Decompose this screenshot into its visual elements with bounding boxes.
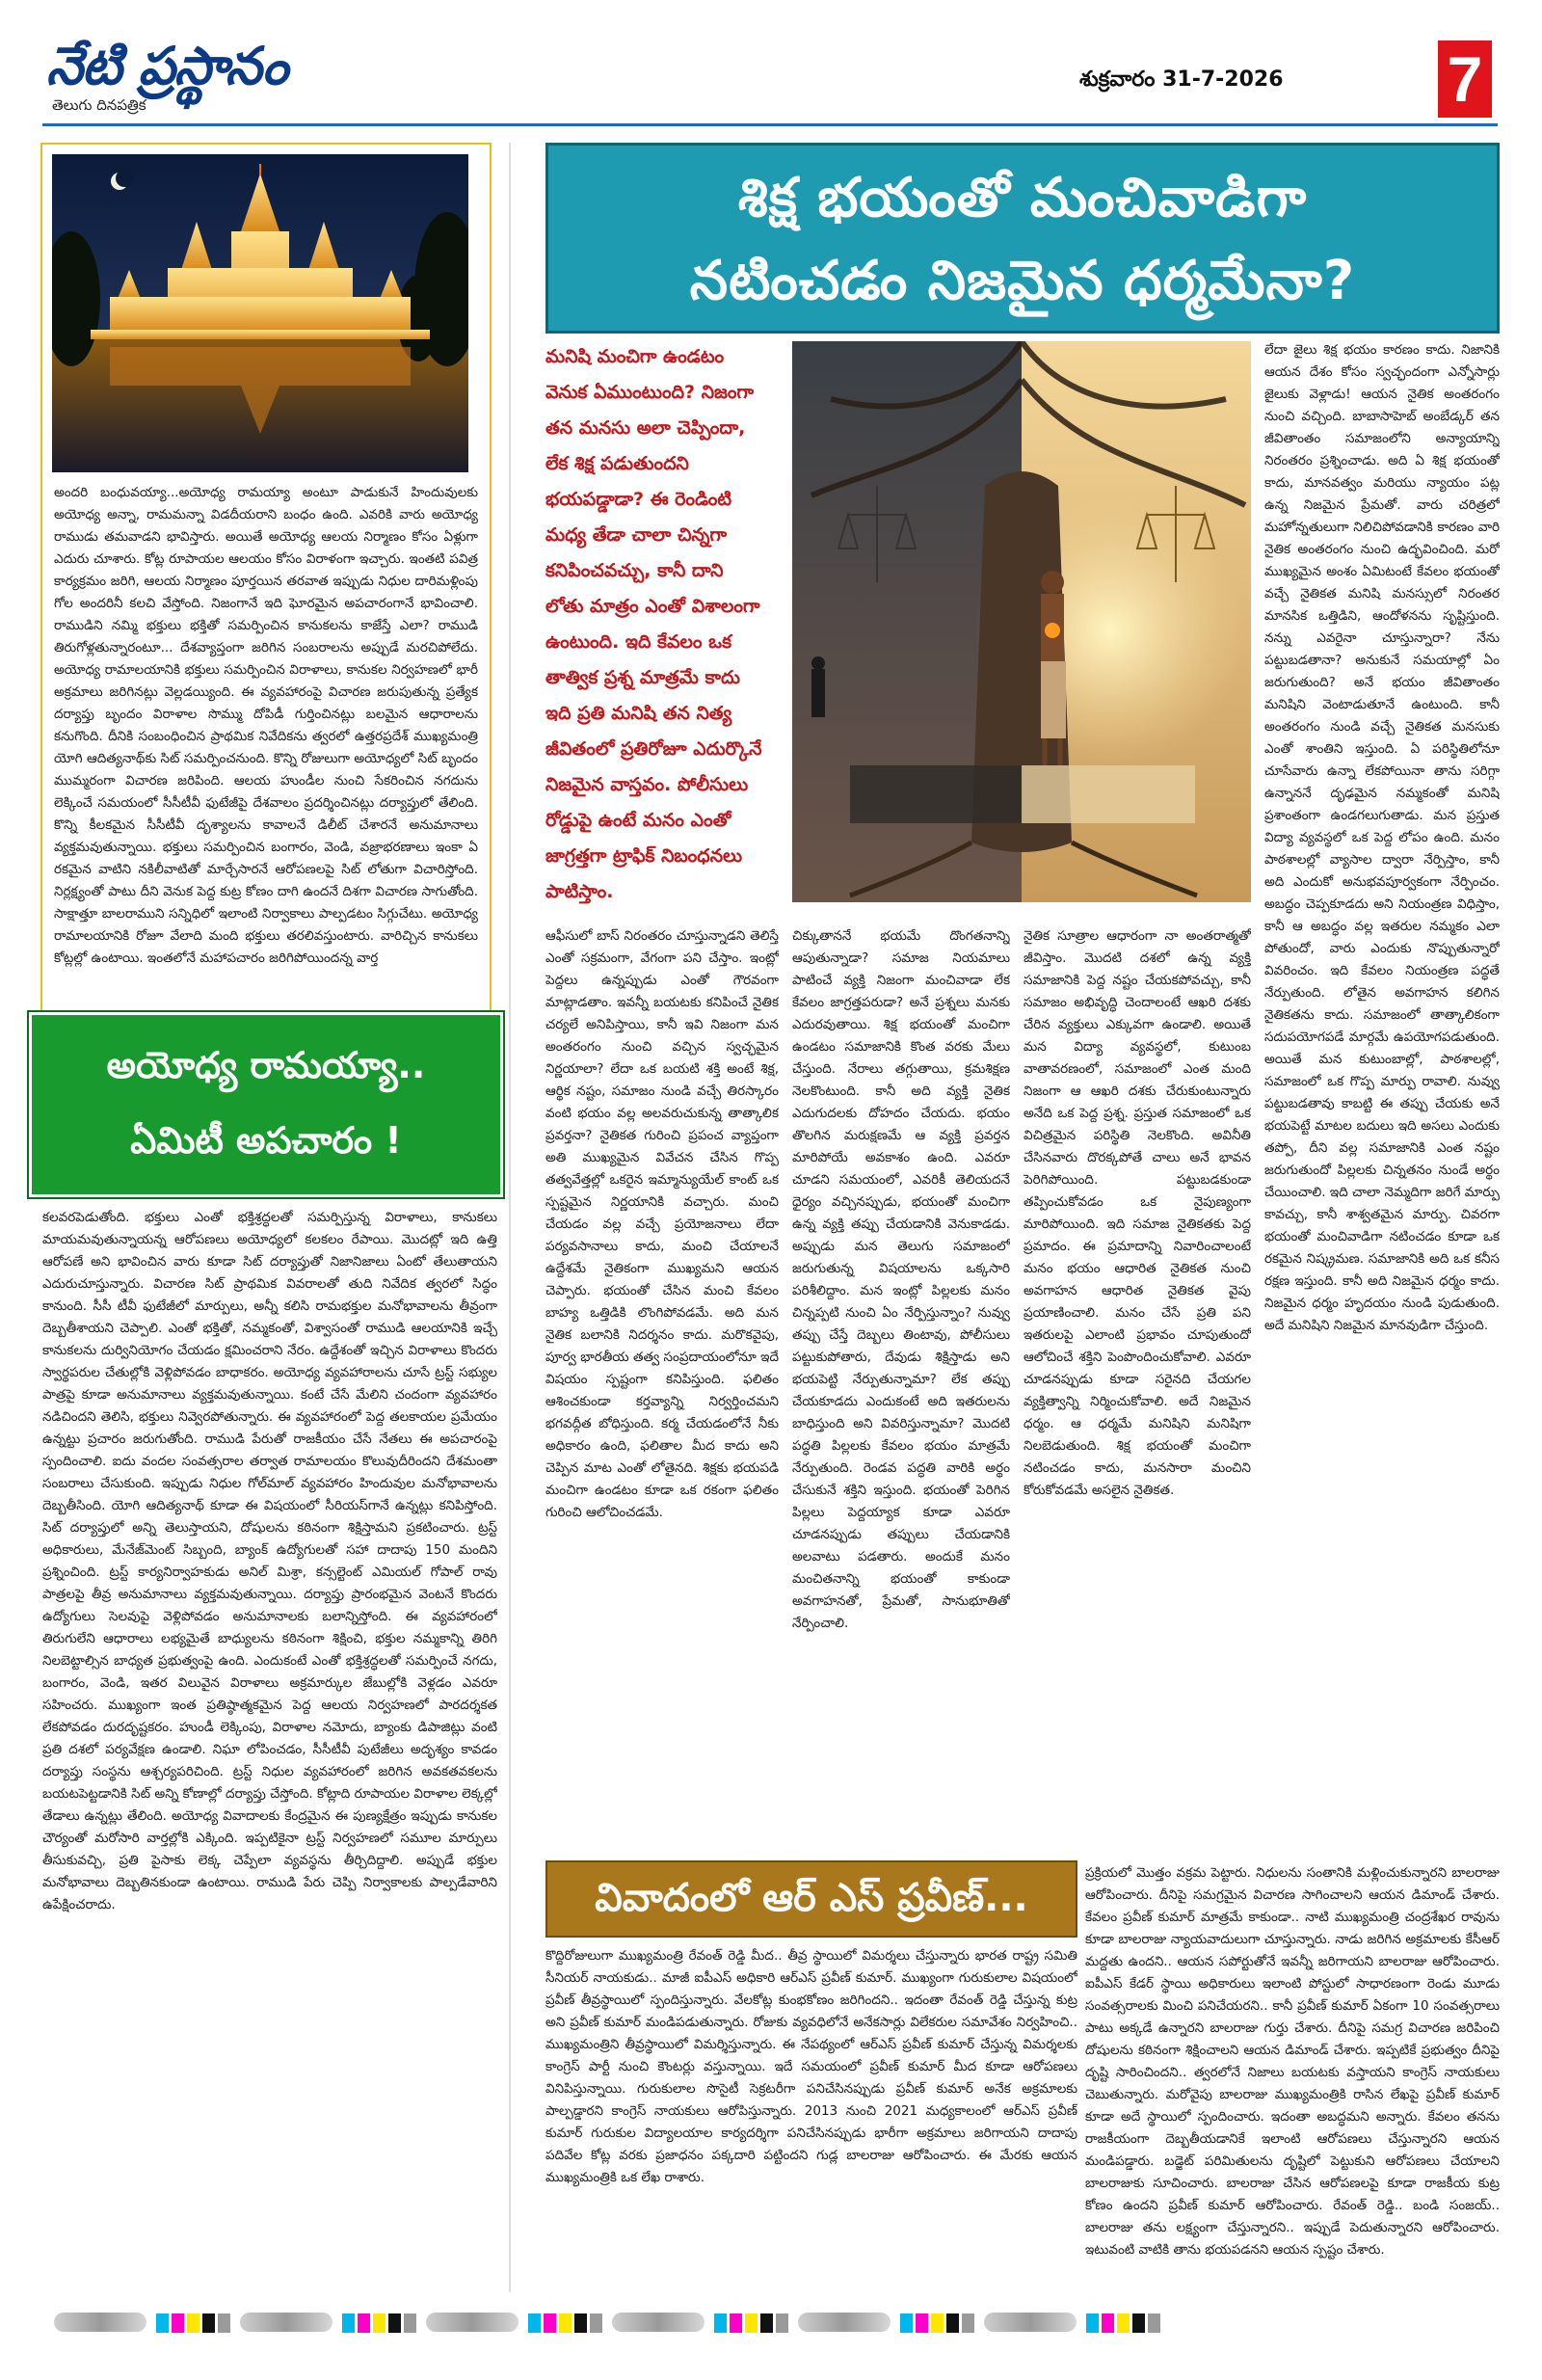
color-bar-swatch (202, 2313, 215, 2333)
color-bar-swatch-group (900, 2313, 974, 2334)
color-bar-swatch (931, 2313, 944, 2333)
main-story-column-3: నైతిక సూత్రాల ఆధారంగా నా అంతరాత్మతో జీవిస్తాం. మొదటి దశలో ఉన్న వ్యక్తి సమాజానికి పెద్ద నష్టం చేయకపోవచ్చు, కానీ సమాజం అభివృద్ధి చెందాలంటే ఆఖరి దశకు చేరిన వ్యక్తులు ఎక్కువగా ఉండాలి. అయితే మన విద్యా వ్యవస్థలో, కుటుంబ వాతావరణంలో, సమాజంలో ఎంత మంది నిజంగా ఆ ఆఖరి దశకు చేరుకుంటున్నారు అనేది ఒక పెద్ద ప్రశ్న. ప్రస్తుత సమాజంలో ఒక విచిత్రమైన పరిస్థితి నెలకొంది. అవినీతి చేసినవారు దొరక్కపోతే చాలు అనే భావన పెరిగిపోయింది. పట్టుబడకుండా తప్పించుకోవడం ఒక నైపుణ్యంగా మారిపోయింది. ఇది సమాజ నైతికతకు పెద్ద ప్రమాదం. ఈ ప్రమాదాన్ని నివారించాలంటే మనం భయం ఆధారిత నైతికత నుంచి అవగాహన ఆధారిత నైతికత వైపు ప్రయాణించాలి. మనం చేసే ప్రతి పని ఇతరులపై ఎలాంటి ప్రభావం చూపుతుందో ఆలోచించే శక్తిని పెంపొందించుకోవాలి. ఎవరూ చూడనప్పుడు కూడా సరైనది చేయగల వ్యక్తిత్వాన్ని నిర్మించుకోవాలి. అదే నిజమైన ధర్మం. ఆ ధర్మమే మనిషిని మనిషిగా నిలబెడుతుంది. శిక్ష భయంతో మంచిగా నటించడం కాదు, మనసారా మంచిని కోరుకోవడమే అసలైన నైతికత. (1024, 928, 1251, 1498)
ayodhya-headline-line-1: అయోధ్య రామయ్యా.. (106, 1044, 426, 1086)
color-bar-swatch-group (156, 2313, 230, 2334)
color-bar-gradient (612, 2313, 705, 2332)
color-bar-swatch-group (528, 2313, 602, 2334)
printer-color-bar (54, 2313, 1500, 2334)
color-bar-swatch (1102, 2313, 1114, 2333)
color-bar-swatch (358, 2313, 370, 2333)
color-bar-swatch (373, 2313, 386, 2333)
color-bar-swatch (544, 2313, 556, 2333)
color-bar-swatch (574, 2313, 587, 2333)
column-divider (509, 143, 511, 2292)
color-bar-gradient (798, 2313, 891, 2332)
color-bar-swatch-group (714, 2313, 788, 2334)
main-story-column-1: ఆఫీసులో బాస్ నిరంతరం చూస్తున్నాడని తెలిస్తే ఎంతో సక్రమంగా, వేగంగా పని చేస్తాం. ఇంట్లో పెద్దలు ఉన్నప్పుడు ఎంతో గౌరవంగా మాట్లాడతాం. ఇవన్నీ బయటకు కనిపించే నైతిక చర్యలే అనిపిస్తాయి, కానీ ఇవి నిజంగా మన అంతరంగం నుంచి వచ్చిన స్వచ్ఛమైన నిర్ణయాలా? లేదా ఒక బయటి శక్తి అంటే శిక్ష, ఆర్థిక నష్టం, సమాజం నుండి వచ్చే తిరస్కారం వంటి భయం వల్ల అలవరుచుకున్న తాత్కాలిక ప్రవర్తనా? నైతికత గురించి ప్రపంచ వ్యాప్తంగా అతి ముఖ్యమైన వివేచన చేసిన గొప్ప తత్వవేత్తల్లో ఒకరైన ఇమ్మాన్యుయేల్ కాంట్ ఒక స్పష్టమైన నిర్ణయానికి వచ్చారు. మంచి చేయడం వల్ల వచ్చే ప్రయోజనాలు లేదా పర్యవసానాలు కాదు, మంచి చేయాలనే ఉద్దేశమే నైతికంగా ముఖ్యమని ఆయన చెప్పారు. భయంతో చేసిన మంచి కేవలం బాహ్య ఒత్తిడికి లొంగిపోవడమే. అది మన నైతిక బలానికి నిదర్శనం కాదు. మరొకవైపు, పూర్వ భారతీయ తత్వ సంప్రదాయంలోనూ ఇదే విషయం స్పష్టంగా కనిపిస్తుంది. ఫలితం ఆశించకుండా కర్తవ్యాన్ని నిర్వర్తించమని భగవద్గీత బోధిస్తుంది. కర్మ చేయడంలోనే నీకు అధికారం ఉంది, ఫలితాల మీద కాదు అని చెప్పిన మాట ఎంతో లోతైనది. శిక్షకు భయపడి మంచిగా ఉండటం కూడా ఒక రకంగా ఫలితం గురించి ఆలోచించడమే. (545, 928, 779, 1520)
color-bar-swatch (156, 2313, 169, 2333)
color-bar-swatch (916, 2313, 928, 2333)
color-bar-swatch (404, 2313, 416, 2333)
color-bar-gradient (240, 2313, 332, 2332)
color-bar-swatch (745, 2313, 758, 2333)
color-bar-swatch (1117, 2313, 1130, 2333)
color-bar-swatch (218, 2313, 230, 2333)
main-headline-line-2: నటించడం నిజమైన ధర్మమేనా? (689, 250, 1356, 312)
main-headline-banner (545, 143, 1500, 334)
color-bar-swatch (946, 2313, 959, 2333)
main-headline-line-1: శిక్ష భయంతో మంచివాడిగా (737, 167, 1308, 229)
newspaper-subtitle: తెలుగు దినపత్రిక (52, 96, 146, 114)
praveen-story-column-1: కొద్దిరోజులుగా ముఖ్యమంత్రి రేవంత్ రెడ్డి మీద.. తీవ్ర స్థాయిలో విమర్శలు చేస్తున్నారు భారత రాష్ట్ర సమితి సీనియర్ నాయకుడు.. మాజీ ఐపీఎస్ అధికారి ఆర్ఎస్ ప్రవీణ్ కుమార్. ముఖ్యంగా గురుకులాల విషయంలో ప్రవీణ్ తీవ్రస్థాయిలో స్పందిస్తున్నారు. వేలకోట్ల కుంభకోణం జరిగిందని.. ఇదంతా రేవంత్ రెడ్డి చేస్తున్న కుట్ర అని ప్రవీణ్ కుమార్ మండిపడుతున్నారు. రోజుకు వ్యవధిలోనే అనేకసార్లు విలేకరుల సమావేశం నిర్వహించి.. ముఖ్యమంత్రిని తీవ్రస్థాయిలో విమర్శిస్తున్నారు. ఈ నేపథ్యంలో ఆర్ఎస్ ప్రవీణ్ కుమార్ చేస్తున్న విమర్శలకు కాంగ్రెస్ పార్టీ నుంచి కౌంటర్లు వస్తున్నాయి. ఇదే సమయంలో ప్రవీణ్ కుమార్ మీద కూడా ఆరోపణలు వినిపిస్తున్నాయి. గురుకులాల సొసైటీ సెక్రటరీగా పనిచేసినప్పుడు ప్రవీణ్ కుమార్ అనేక అక్రమాలకు పాల్పడ్డారని కాంగ్రెస్ నాయకులు ఆరోపిస్తున్నారు. 2013 నుంచి 2021 మధ్యకాలంలో ఆర్ఎస్ ప్రవీణ్ కుమార్ గురుకుల విద్యాలయాల కార్యదర్శిగా పనిచేసినప్పుడు భారీగా అక్రమాలు జరిగాయని దాదాపు పదివేల కోట్ల వరకు ప్రజాధనం పక్కదారి పట్టిందని గుడ్ల బాలరాజు ఆరోపించారు. ఈ మేరకు ఆయన ముఖ్యమంత్రికి ఒక లేఖ రాశారు. (545, 1948, 1077, 2185)
left-story-text-1: అందరి బంధువయ్యా...అయోధ్య రామయ్యా అంటూ పాడుకునే హిందువులకు అయోధ్య అన్నా, రామమన్నా విడదీయరాని బంధం ఉంది. ఎవరికి వారు అయోధ్య రాముడు తమవాడని భావిస్తారు. అయితే అయోధ్య ఆలయ నిర్మాణం కోసం ఏళ్లుగా ఎదురు చూశారు. కోట్ల రూపాయల ఆలయం కోసం విరాళంగా ఇచ్చారు. ఇంతటి పవిత్ర కార్యక్రమం జరిగి, ఆలయ నిర్మాణం పూర్తయిన తరవాత ఇప్పుడు నిధుల దారిమళ్లింపు గోల అందరినీ కలచి వేస్తోంది. నిజంగానే ఇది ఘోరమైన అపచారంగానే భావించాలి. రాముడిని నమ్మి భక్తులు భక్తితో సమర్పించిన కానుకలను కాజేస్తే ఎలా? రాముడి తిరుగోళ్లతున్నారంటూ... దేశవ్యాప్తంగా జరిగిన సంబరాలను అప్పుడే మరచిపోలేదు. అయోధ్య రామాలయానికి భక్తులు సమర్పించిన విరాళాలు, కానుకల నిర్వహణలో భారీ అక్రమాలు జరిగినట్లు వెల్లడయ్యింది. ఈ వ్యవహారంపై విచారణ జరుపుతున్న ప్రత్యేక దర్యాప్తు బృందం విరాళాల సొమ్ము దోపిడీ గుర్తించినట్లు బలమైన ఆధారాలను కనుగొంది. దీనికి సంబంధించిన ప్రాథమిక నివేదికను త్వరలో ఉత్తరప్రదేశ్ ముఖ్యమంత్రి యోగి ఆదిత్యనాథ్‌కు సిట్ సమర్పించనుంది. కొన్ని రోజులుగా అయోధ్యలో సిట్ బృందం ముమ్మరంగా విచారణ జరిపింది. ఆలయ హుండీల నుంచి సేకరించిన నగదును లెక్కించే సమయంలో సీసీటీవీ ఫుటేజీపై దేశవాలం ప్రదర్శించినట్లు దర్యాప్తులో తేలింది. కొన్ని కీలకమైన సీసీటీవీ దృశ్యాలను కావాలనే డిలీట్ చేశారనే అనుమానాలు వ్యక్తమవుతున్నాయి. భక్తులు సమర్పించిన బంగారం, వెండి, వజ్రాభరణాలు ఇంకా ఏ రకమైన వాటిని నకిలీవాటితో మార్చేసారనే ఆరోపణలపై సిట్ లోతుగా విచారిస్తోంది. నిర్లక్ష్యంతో పాటు దీని వెనుక పెద్ద కుట్ర కోణం దాగి ఉందనే దిశగా విచారణ సాగుతోంది. సాక్షాత్తూ బాలరాముని సన్నిధిలో ఇలాంటి నిర్వాకాలు పాల్పడటం సిగ్గుచేటు. అయోధ్య రామాలయానికి రోజూ వేలాది మంది భక్తులు తరలివస్తుంటారు. వారిచ్చిన కానుకలు కోట్లల్లో ఉంటాయి. ఇంతలోనే మహాపచారం జరిగిపోయిందన్న వార్త (54, 485, 478, 966)
color-bar-swatch (1148, 2313, 1160, 2333)
color-bar-swatch (172, 2313, 184, 2333)
header-rule (42, 123, 1498, 126)
color-bar-swatch (1132, 2313, 1145, 2333)
color-bar-swatch (760, 2313, 773, 2333)
color-bar-swatch (559, 2313, 572, 2333)
color-bar-swatch (590, 2313, 602, 2333)
color-bar-gradient (426, 2313, 518, 2332)
color-bar-swatch (1086, 2313, 1099, 2333)
color-bar-swatch (730, 2313, 742, 2333)
color-bar-swatch (714, 2313, 727, 2333)
pull-quote: మనిషి మంచిగా ఉండటం వెనుక ఏముంటుంది? నిజంగా తన మనసు అలా చెప్పిందా, లేక శిక్ష పడుతుందని భయపడ్డాడా? ఈ రెండింటి మధ్య తేడా చాలా చిన్నగా కనిపించవచ్చు, కానీ దాని లోతు మాత్రం ఎంతో విశాలంగా ఉంటుంది. ఇది కేవలం ఒక తాత్విక ప్రశ్న మాత్రమే కాదు ఇది ప్రతి మనిషి తన నిత్య జీవితంలో ప్రతిరోజూ ఎదుర్కొనే నిజమైన వాస్తవం. పోలీసులు రోడ్డుపై ఉంటే మనం ఎంతో జాగ్రత్తగా ట్రాఫిక్ నిబంధనలు పాటిస్తాం. (545, 346, 762, 902)
praveen-headline-banner (545, 1860, 1077, 1938)
color-bar-swatch (962, 2313, 974, 2333)
color-bar-swatch-group (1086, 2313, 1160, 2334)
praveen-story-column-2: ప్రక్రియలో మొత్తం వక్రమ పెట్టారు. నిధులను సంతానికి మళ్లించుకున్నారని బాలరాజు ఆరోపించారు. దీనిపై సమగ్రమైన విచారణ సాగించాలని ఆయన డిమాండ్ చేశారు. కేవలం ప్రవీణ్ కుమార్ మాత్రమే కాకుండా.. నాటి ముఖ్యమంత్రి చంద్రశేఖర రావును కూడా బాలరాజు న్యాయవాదులుగా చూస్తున్నారు. నాడు జరిగిన అక్రమాలకు కేసీఆర్ మద్దతు ఉందని.. ఆయన సపోర్టుతోనే ఇవన్నీ జరిగాయని బాలరాజు ఆరోపించారు. ఐపీఎస్ కేడర్ స్థాయి అధికారులు ఇలాంటి పోస్టులో సాధారణంగా రెండు మూడు సంవత్సరాలకు మించి పనిచేయరని.. కానీ ప్రవీణ్ కుమార్ ఏకంగా 10 సంవత్సరాలు పాటు అక్కడే ఉన్నారని బాలరాజు గుర్తు చేశారు. దీనిపై సమగ్ర విచారణ జరిపించి దోషులను కఠినంగా శిక్షించాలని ఆయన డిమాండ్ చేశారు. ఇప్పటికే ప్రభుత్వం దీనిపై దృష్టి సారించిందని.. త్వరలోనే నిజాలు బయటకు వస్తాయని కాంగ్రెస్ నాయకులు చెబుతున్నారు. మరోవైపు బాలరాజు ముఖ్యమంత్రికి రాసిన లేఖపై ప్రవీణ్ కుమార్ కూడా అదే స్థాయిలో స్పందించారు. ఇదంతా అబద్ధమని అన్నారు. కేవలం తనను రాజకీయంగా దెబ్బతీయడానికే ఇలాంటి ఆరోపణలు చేస్తున్నారని ఆయన మండిపడ్డారు. బడ్జెట్ పరిమితులను దృష్టిలో పెట్టుకుని ఆరోపణలు చేయాలని బాలరాజుకు సూచించారు. బాలరాజు చేసిన ఆరోపణలపై కూడా రాజకీయ కుట్ర కోణం ఉందని ప్రవీణ్ కుమార్ ఆరోపించారు. రేవంత్ రెడ్డి.. బండి సంజయ్‌.. బాలరాజు తను లక్ష్యంగా చేస్తున్నారని.. ఇప్పుడే పెదుతున్నారని ఆరోపించారు. ఇటువంటి వాటికి తాను భయపడనని ఆయన స్పష్టం చేశారు. (1085, 1865, 1500, 2258)
color-bar-gradient (54, 2313, 146, 2332)
color-bar-swatch (776, 2313, 788, 2333)
color-bar-swatch (900, 2313, 913, 2333)
color-bar-swatch (342, 2313, 355, 2333)
ayodhya-headline-banner (29, 1012, 503, 1197)
crossroads-illustration (792, 341, 1251, 902)
left-story-text-2: కలవరపెడుతోంది. భక్తులు ఎంతో భక్తిశ్రద్ధలతో సమర్పిస్తున్న విరాళాలు, కానుకలు మాయమవుతున్నాయన్న ఆరోపణలు అయోధ్యలో కలకలం రేపాయి. మొదట్లో ఇది ఉత్తి ఆరోపణే అని భావించిన వారు కూడా సిట్ దర్యాప్తుతో నిజానిజాలు ఏంటో తేలుతాయని ఎదురుచూస్తున్నారు. విచారణ సిట్ ప్రాథమిక వివరాలతో తుది నివేదిక త్వరలో సిద్ధం కానుంది. సీసీ టీవీ ఫుటేజీలో మార్పులు, అన్నీ కలిసి రామభక్తుల మనోభావాలను తీవ్రంగా దెబ్బతీశాయని చెప్పాలి. ఎంతో భక్తితో, నమ్మకంతో, విశ్వాసంతో రాముడి ఆలయానికి ఇచ్చే కానుకలను దుర్వినియోగం చేయడం క్షమించరాని నేరం. ఉద్దేశంతో ఇచ్చిన విరాళాలు కొందరు స్వార్థపరుల చేతుల్లోకి వెళ్లిపోవడం బాధాకరం. అయోధ్య వ్యవహారాలను చూసే ట్రస్ట్ సభ్యుల పాత్రపై కూడా అనుమానాలు వ్యక్తమవుతున్నాయి. కంటే చేసే మేలిని చందంగా వ్యవహారం నడిచిందని తెలిసి, భక్తులు నివ్వెరపోతున్నారు. ఈ వ్యవహారంలో పెద్ద తలకాయల ప్రమేయం ఉన్నట్టు ప్రచారం జరుగుతోంది. రాముడి పేరుతో రాజకీయం చేసే నేతలు ఈ అపచారంపై స్పందించాలి. ఐదు వందల సంవత్సరాల తర్వాత రామాలయం కొలువుదీరిందని దేశమంతా సంబరాలు చేసుకుంది. ఇప్పుడు నిధుల గోల్‌మాల్ వ్యవహారం హిందువుల మనోభావాలను దెబ్బతీసింది. యోగి ఆదిత్యనాథ్ కూడా ఈ విషయంలో సీరియస్‌గానే ఉన్నట్లు కనిపిస్తోంది. సిట్ దర్యాప్తులో అన్ని తెలుస్తాయని, దోషులను కఠినంగా శిక్షిస్తామని ప్రకటించారు. ట్రస్ట్ అధికారులు, మేనేజ్‌మెంట్ సిబ్బంది, బ్యాంక్ ఉద్యోగులతో సహా దాదాపు 150 మందిని ప్రశ్నించింది. ట్రస్ట్ కార్యనిర్వాహకుడు అనిల్ మిశ్రా, కన్సల్టెంట్ ఎమియల్ గోపాల్ రావు పాత్రలపై తీవ్ర అనుమానాలు వ్యక్తమవుతున్నాయి. దర్యాప్తు ప్రారంభమైన వెంటనే కొందరు ఉద్యోగులు సెలవుపై వెళ్లిపోవడం అనుమానాలకు బలాన్నిస్తోంది. ఈ వ్యవహారంలో తిరుగులేని ఆధారాలు లభ్యమైతే బాధ్యులను కఠినంగా శిక్షించి, భక్తుల నమ్మకాన్ని తిరిగి నిలబెట్టాల్సిన బాధ్యత ప్రభుత్వంపై ఉంది. ఎందుకంటే ఎంతో భక్తిశ్రద్ధలతో సమర్పించే నగదు, బంగారం, వెండి, ఇతర విలువైన విరాళాలు అక్రమార్కుల జేబుల్లోకి వెళ్లడం ఎవరూ సహించరు. ముఖ్యంగా ఇంత ప్రతిష్ఠాత్మకమైన పెద్ద ఆలయ నిర్వహణలో పారదర్శకత లేకపోవడం దురదృష్టకరం. హుండీ లెక్కింపు, విరాళాల నమోదు, బ్యాంకు డిపాజిట్లు వంటి ప్రతి దశలో పర్యవేక్షణ ఉండాలి. నిఘా లోపించడం, సీసీటీవీ పుటేజీలు అదృశ్యం కావడం దర్యాప్తు సంస్థను ఆశ్చర్యపరిచింది. ట్రస్ట్ నిధుల వ్యవహారంలో జరిగిన అవకతవకలను బయటపెట్టడానికి సిట్ అన్ని కోణాల్లో దర్యాప్తు చేస్తోంది. కోట్లాది రూపాయల విరాళాల లెక్కల్లో తేడాలు ఉన్నట్లు తేలింది. అయోధ్య వివాదాలకు కేంద్రమైన ఈ పుణ్యక్షేత్రం ఇప్పుడు కానుకల చౌర్యంతో మరోసారి వార్తల్లోకి ఎక్కింది. ఇప్పటికైనా ట్రస్ట్ నిర్వహణలో సమూల మార్పులు తీసుకువచ్చి, ప్రతి పైసాకు లెక్క చెప్పేలా వ్యవస్థను తీర్చిదిద్దాలి. అప్పుడే భక్తుల మనోభావాలు దెబ్బతినకుండా ఉంటాయి. రాముడి పేరు చెప్పి నిర్వాకాలకు పాల్పడేవారిని ఉపేక్షించరాదు. (42, 1210, 497, 1912)
dateline: శుక్రవారం 31-7-2026 (1079, 67, 1284, 92)
color-bar-swatch-group (342, 2313, 416, 2334)
praveen-headline: వివాదంలో ఆర్ ఎస్ ప్రవీణ్... (595, 1876, 1028, 1920)
newspaper-name: నేటి ప్రస్థానం (46, 36, 288, 96)
ayodhya-temple-image (52, 154, 468, 472)
color-bar-swatch (187, 2313, 199, 2333)
main-story-column-2: చిక్కుతాననే భయమే దొంగతనాన్ని ఆపుతున్నాడా? సమాజ నియమాలు పాటించే వ్యక్తి నిజంగా మంచివాడా లేక కేవలం జాగ్రత్తపరుడా? అనే ప్రశ్నలు మనకు ఎదురవుతాయి. శిక్ష భయంతో మంచిగా ఉండటం సమాజానికి కొంత వరకు మేలు చేస్తుంది. నేరాలు తగ్గుతాయి, క్రమశిక్షణ నెలకొంటుంది. కానీ అది వ్యక్తి నైతిక ఎదుగుదలకు దోహదం చేయదు. భయం తొలగిన మరుక్షణమే ఆ వ్యక్తి ప్రవర్తన మారిపోయే అవకాశం ఉంది. ఎవరూ చూడని సమయంలో, ఎవరికీ తెలియదనే ధైర్యం వచ్చినప్పుడు, భయంతో మంచిగా ఉన్న వ్యక్తి తప్పు చేయడానికి వెనుకాడడు. అప్పుడు మన తెలుగు సమాజంలో జరుగుతున్న విషయాలను ఒక్కసారి పరిశీలిద్దాం. మన ఇంట్లో పిల్లలకు మనం చిన్నప్పటి నుంచి ఏం నేర్పిస్తున్నాం? నువ్వు తప్పు చేస్తే దెబ్బలు తింటావు, పోలీసులు పట్టుకుపోతారు, దేవుడు శిక్షిస్తాడు అని భయపెట్టి నేర్పుతున్నామా? లేక తప్పు చేయకూడదు ఎందుకంటే అది ఇతరులను బాధిస్తుంది అని వివరిస్తున్నామా? మొదటి పద్ధతి పిల్లలకు కేవలం భయం మాత్రమే నేర్పుతుంది. రెండవ పద్ధతి వారికి అర్థం చేసుకునే శక్తిని ఇస్తుంది. భయంతో పెరిగిన పిల్లలు పెద్దయ్యాక కూడా ఎవరూ చూడనప్పుడు తప్పులు చేయడానికి అలవాటు పడతారు. అందుకే మనం మంచితనాన్ని భయంతో కాకుండా అవగాహనతో, ప్రేమతో, సానుభూతితో నేర్పించాలి. (792, 928, 1010, 1631)
color-bar-gradient (984, 2313, 1077, 2332)
page-number: 7 (1438, 40, 1492, 118)
ayodhya-headline-line-2: ఏమిటీ అపచారం ! (130, 1119, 402, 1162)
masthead (46, 37, 326, 123)
color-bar-swatch (528, 2313, 541, 2333)
color-bar-swatch (388, 2313, 401, 2333)
main-story-right-column: లేదా జైలు శిక్ష భయం కారణం కాదు. నిజానికి ఆయన దేశం కోసం స్వచ్ఛందంగా ఎన్నోసార్లు జైలుకు వెళ్లాడు! ఆయన నైతిక అంతరంగం నుంచి వచ్చింది. బాబాసాహెబ్ అంబేడ్కర్ తన జీవితాంతం సమాజంలోని అన్యాయాన్ని నిరంతరం ప్రశ్నించాడు. అది ఏ శిక్ష భయంతో కాదు, మానవత్వం మరియు న్యాయం పట్ల ఉన్న నిజమైన ప్రేమతో. వారు చరిత్రలో మహోన్నతులుగా నిలిచిపోవడానికి కారణం వారి నైతిక అంతరంగం నుంచి ఉద్భవించింది. మరో ముఖ్యమైన అంశం ఏమిటంటే కేవలం భయంతో వచ్చే నైతికత మనిషి మనస్సులో నిరంతర మానసిక ఒత్తిడిని, ఆందోళనను సృష్టిస్తుంది. నన్ను ఎవరైనా చూస్తున్నారా? నేను పట్టుబడతానా? అనుకునే సమయాల్లో ఏం జరుగుతుంది? అనే భయం జీవితాంతం మనిషిని వెంటాడుతూనే ఉంటుంది. కానీ అంతరంగం నుండి వచ్చే నైతికత మనసుకు ఎంతో శాంతిని ఇస్తుంది. ఏ పరిస్థితిలోనూ చూసేవారు ఉన్నా లేకపోయినా తాను సరిగ్గా ఉన్నాననే దృఢమైన నమ్మకంతో మనిషి ప్రశాంతంగా ఉండగలుగుతాడు. మన ప్రస్తుత విద్యా వ్యవస్థలో ఒక పెద్ద లోపం ఉంది. మనం పాఠశాలల్లో వ్యాసాల ద్వారా నేర్పిస్తాం, కానీ అది ఎందుకో అనుభవపూర్వకంగా నేర్పించం. అబద్ధం చెప్పకూడదు అని నియంత్రణ విధిస్తాం, కానీ ఆ అబద్ధం వల్ల ఇతరుల నమ్మకం ఎలా పోతుందో, వారు ఎందుకు నొప్పుతున్నారో వివరించం. ఇది కేవలం నియంత్రణ పద్ధతే నేర్పుతుంది. లోతైన అవగాహన కలిగిన నైతికతను కాదు. సమాజంలో తాత్కాలికంగా సదుపయోగపడే మార్గమే ఉపయోగపడుతుంది. అయితే మన కుటుంబాల్లో, పాఠశాలల్లో, సమాజంలో ఒక గొప్ప మార్పు రావాలి. నువ్వు పట్టుబడతావు కాబట్టి ఈ తప్పు చేయకు అనే భయపెట్టే మాటల బదులు ఇది అసలు ఎందుకు తప్పో, దీని వల్ల సమాజానికి ఎంత నష్టం జరుగుతుందో పిల్లలకు చిన్నతనం నుండే అర్థం చేయించాలి. ఇది చాలా నెమ్మదిగా జరిగే మార్పు కావచ్చు, కానీ శాశ్వతమైన మార్పు. చివరగా భయంతో మంచివాడిగా నటించడం కూడా ఒక రకమైన నిష్క్రమణ. సమాజానికి అది ఒక కనీస రక్షణ ఇస్తుంది. కానీ అది నిజమైన ధర్మం కాదు. నిజమైన ధర్మం హృదయం నుండి పుడుతుంది. అదే మనిషిని నిజమైన మానవుడిగా చేస్తుంది. (1264, 342, 1500, 1333)
